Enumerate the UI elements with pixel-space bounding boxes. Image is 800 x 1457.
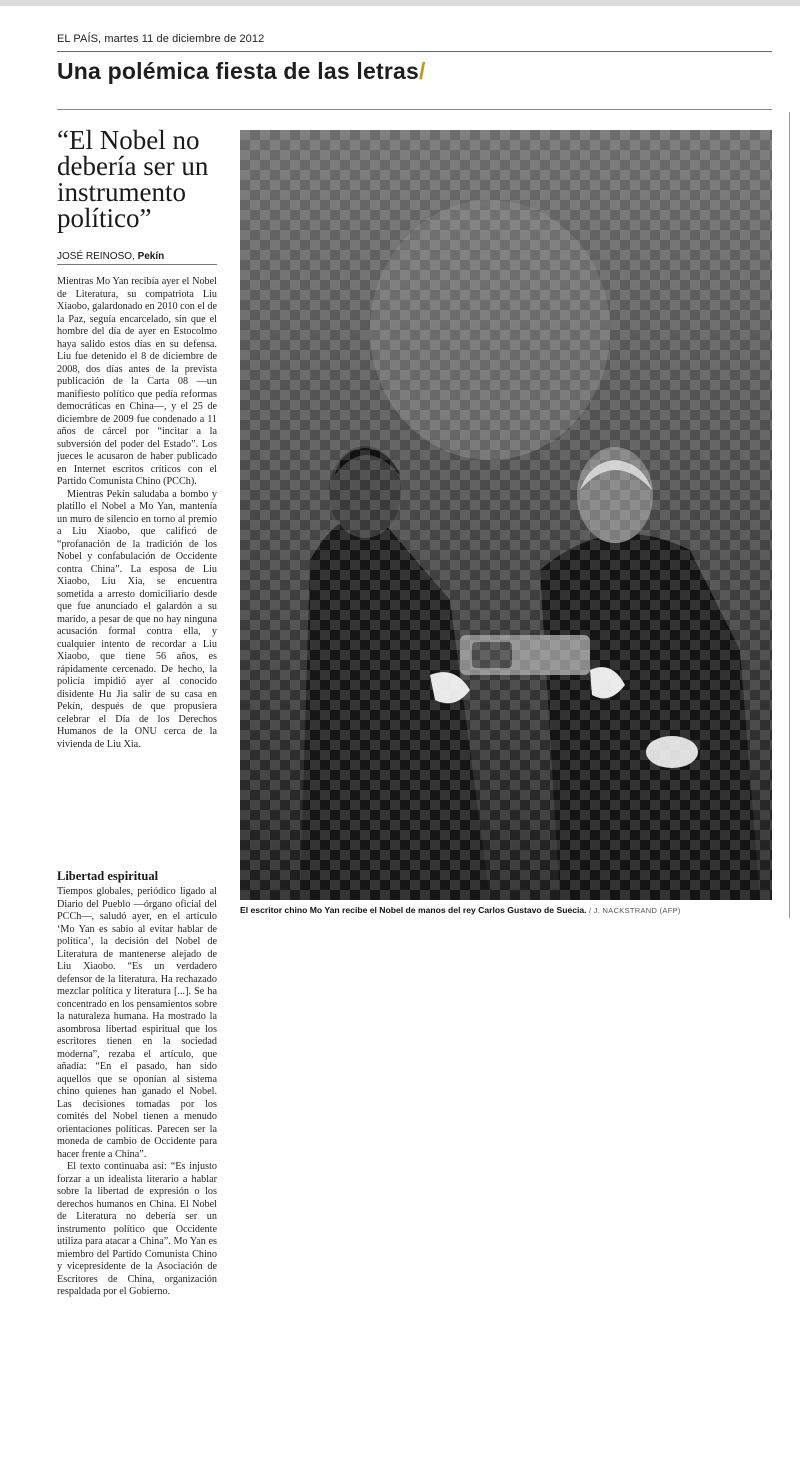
news-photo xyxy=(240,130,772,900)
byline-place: Pekín xyxy=(137,251,165,262)
article-body-part-2 xyxy=(57,886,217,1406)
article-paragraph: Tiempos globales, periódico ligado al Diario del Pueblo —órgano oficial del PCCh—, saludó ayer, en el artículo ‘Mo Yan es sabio al evitar hablar de política’, la decisión del Nobel de Literatura de mantenerse alejado de Liu Xiaobo. “Es un verdadero defensor de la literatura. Ha rechazado mezclar política y literatura [...]. Se ha concentrado en los pensamientos sobre la naturaleza humana. Ha mostrado la asombrosa libertad espiritual que los escritores tienen en la sociedad moderna”, rezaba el artículo, que añadía: “En el pasado, han sido aquellos que se oponían al sistema chino quienes han ganado el Nobel. Las decisiones tomadas por los comités del Nobel tienen a menudo orientaciones políticas. Parecen ser la moneda de cambio de Occidente para hacer frente a China”. xyxy=(57,886,217,1160)
photo-scene xyxy=(240,130,772,900)
article-headline: “El Nobel no debería ser un instrumento político” xyxy=(57,125,209,233)
section-rule xyxy=(57,109,772,110)
byline-author: JOSÉ REINOSO, xyxy=(57,251,135,262)
photo-caption xyxy=(240,905,780,915)
byline xyxy=(57,251,217,265)
section-accent-mark: / xyxy=(418,58,426,84)
article-body-part-1 xyxy=(57,276,217,851)
masthead: EL PAÍS, martes 11 de diciembre de 2012 xyxy=(57,33,265,45)
article-paragraph: Mientras Pekín saludaba a bombo y platillo el Nobel a Mo Yan, mantenía un muro de silencio en torno al premio a Liu Xiaobo, que calificó de “profanación de la tradición de los Nobel y confabulación de Occidente contra China”. La esposa de Liu Xiaobo, Liu Xia, se encuentra sometida a arresto domiciliario desde que fue anunciado el galardón a su marido, a pesar de que no hay ninguna acusación formal contra ella, y cualquier intento de recordar a Liu Xiaobo, que tiene 56 años, es rápidamente cercenado. De hecho, la policía impidió ayer al conocido disidente Hu Jia salir de su casa en Pekín, después de que propusiera celebrar el Día de los Derechos Humanos de la ONU cerca de la vivienda de Liu Xia. xyxy=(57,488,217,750)
article-paragraph: El texto continuaba así: “Es injusto forzar a un idealista literario a hablar sobre la libertad de expresión o los derechos humanos en China. El Nobel de Literatura no debería ser un instrumento político que Occidente utiliza para atacar a China”. Mo Yan es miembro del Partido Comunista Chino y vicepresidente de la Asociación de Escritores de China, organización respaldada por el Gobierno. xyxy=(57,1161,217,1297)
section-title-text: Una polémica fiesta de las letras xyxy=(57,58,419,84)
photo-credit: / J. NACKSTRAND (AFP) xyxy=(588,906,681,915)
caption-text: El escritor chino Mo Yan recibe el Nobel de manos del rey Carlos Gustavo de Suecia. xyxy=(240,905,587,915)
column-divider xyxy=(789,112,790,918)
article-paragraph: Mientras Mo Yan recibía ayer el Nobel de Literatura, su compatriota Liu Xiaobo, galardonado en 2010 con el de la Paz, seguía encarcelado, sin que el hombre del día de ayer en Estocolmo haya salido estos días en su defensa. Liu fue detenido el 8 de diciembre de 2008, dos días antes de la prevista publicación de la Carta 08 —un manifiesto político que pedía reformas democráticas en China—, y el 25 de diciembre de 2009 fue condenado a 11 años de cárcel por “incitar a la subversión del poder del Estado”. Los jueces le acusaron de haber publicado en Internet escritos críticos con el Partido Comunista Chino (PCCh). xyxy=(57,276,217,487)
scan-top-band xyxy=(0,0,800,6)
masthead-rule xyxy=(57,51,772,52)
section-title xyxy=(57,58,426,85)
article-subhead: Libertad espiritual xyxy=(57,869,159,883)
